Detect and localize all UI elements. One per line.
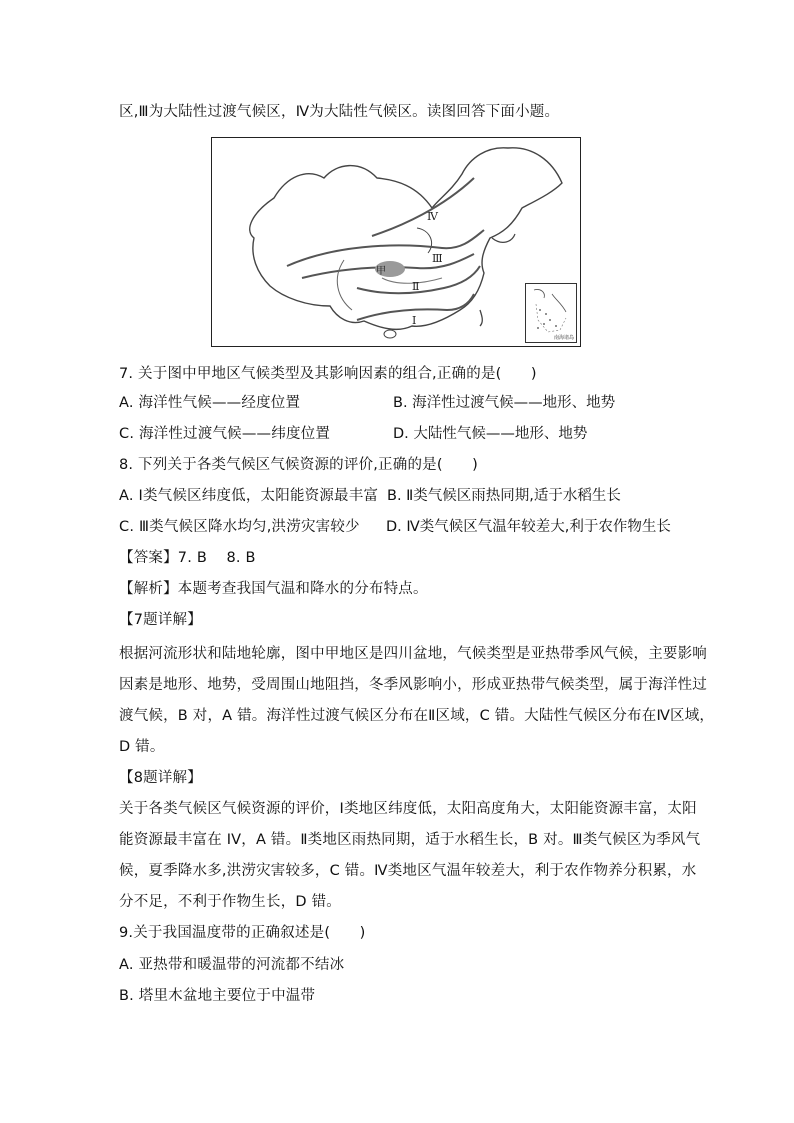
- detail7-title: 【7题详解】: [119, 612, 202, 628]
- q8-option-b: B. Ⅱ类气候区雨热同期,适于水稻生长: [387, 488, 621, 504]
- q9-option-a: A. 亚热带和暖温带的河流都不结冰: [119, 957, 345, 973]
- q8-option-a: A. Ⅰ类气候区纬度低，太阳能资源最丰富: [119, 488, 379, 504]
- region-label-1: Ⅰ: [412, 314, 417, 327]
- map-outline: [212, 138, 579, 345]
- detail7-line-1: 根据河流形状和陆地轮廓，图中甲地区是四川盆地，气候类型是亚热带季风气候，主要影响: [119, 646, 707, 662]
- region-label-jia: 甲: [376, 266, 386, 277]
- detail8-line-1: 关于各类气候区气候资源的评价，Ⅰ类地区纬度低，太阳高度角大，太阳能资源丰富，太阳: [119, 801, 697, 817]
- q7-option-d: D. 大陆性气候——地形、地势: [393, 426, 588, 442]
- region-label-2: Ⅱ: [412, 280, 420, 293]
- region-label-3: Ⅲ: [432, 252, 443, 265]
- region-label-4: Ⅳ: [427, 210, 438, 223]
- q7-option-b: B. 海洋性过渡气候——地形、地势: [393, 395, 616, 411]
- inset-islands: [526, 284, 574, 340]
- analysis-line: 【解析】本题考查我国气温和降水的分布特点。: [119, 581, 428, 597]
- detail8-line-4: 分不足，不利于作物生长，D 错。: [119, 894, 341, 910]
- q7-option-c: C. 海洋性过渡气候——纬度位置: [119, 426, 331, 442]
- china-climate-map: [211, 137, 581, 347]
- detail8-title: 【8题详解】: [119, 770, 202, 786]
- south-china-sea-inset: [525, 283, 577, 343]
- detail7-line-4: D 错。: [119, 739, 165, 755]
- q9-option-b: B. 塔里木盆地主要位于中温带: [119, 988, 316, 1004]
- q8-option-c: C. Ⅲ类气候区降水均匀,洪涝灾害较少: [119, 519, 360, 535]
- detail8-line-3: 候，夏季降水多,洪涝灾害较多，C 错。Ⅳ类地区气温年较差大，利于农作物养分积累，水: [119, 863, 697, 879]
- detail7-line-3: 渡气候，B 对，A 错。海洋性过渡气候区分布在Ⅱ区域，C 错。大陆性气候区分布在Ⅳ区域，: [119, 708, 715, 724]
- inset-label: 南海诸岛: [553, 335, 574, 341]
- q8-option-d: D. Ⅳ类气候区气温年较差大,利于农作物生长: [386, 519, 671, 535]
- detail7-line-2: 因素是地形、地势，受周围山地阻挡，冬季风影响小，形成亚热带气候类型，属于海洋性过: [119, 677, 707, 693]
- q8-stem: 8. 下列关于各类气候区气候资源的评价,正确的是( ): [119, 457, 478, 473]
- q9-stem: 9.关于我国温度带的正确叙述是( ): [119, 925, 366, 941]
- intro-text: 区,Ⅲ为大陆性过渡气候区，Ⅳ为大陆性气候区。读图回答下面小题。: [119, 104, 560, 120]
- q7-stem: 7. 关于图中甲地区气候类型及其影响因素的组合,正确的是( ): [119, 366, 537, 382]
- answer-line: 【答案】7. B 8. B: [119, 550, 256, 566]
- q7-option-a: A. 海洋性气候——经度位置: [119, 395, 301, 411]
- detail8-line-2: 能资源最丰富在 IV，A 错。Ⅱ类地区雨热同期，适于水稻生长，B 对。Ⅲ类气候区为季风气: [119, 832, 701, 848]
